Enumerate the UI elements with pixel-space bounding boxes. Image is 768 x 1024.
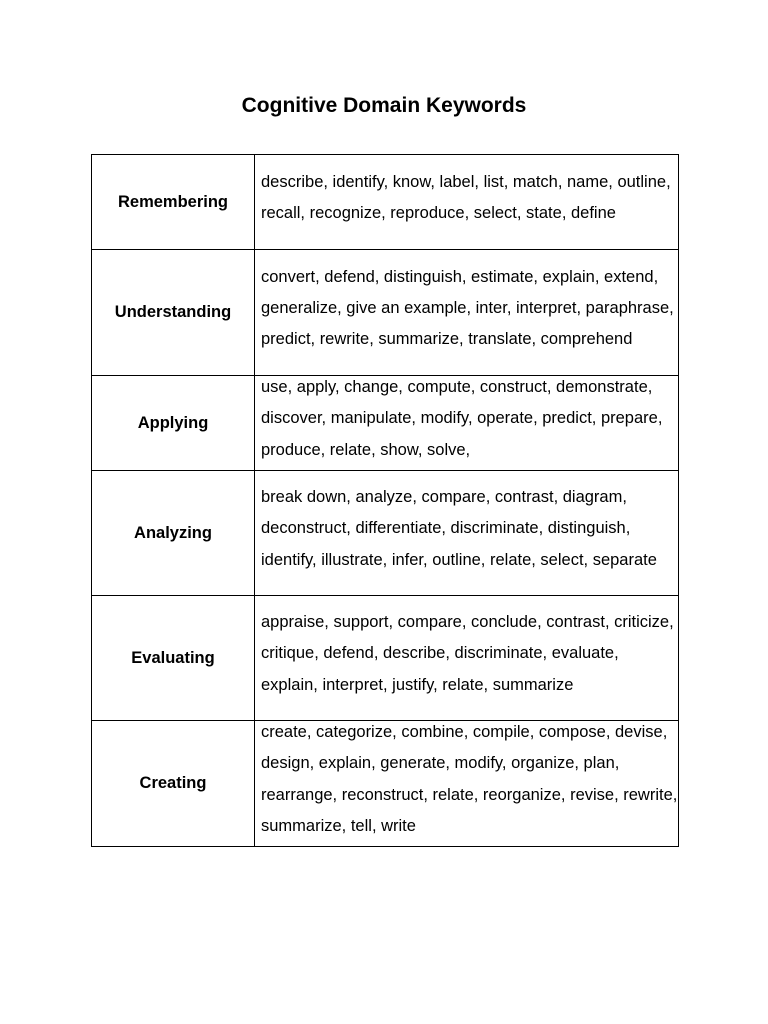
keywords-cell xyxy=(255,596,679,721)
table-row xyxy=(92,471,679,596)
table-row xyxy=(92,721,679,847)
keywords-text: create, categorize, combine, compile, compose, devise, design, explain, generate, modify, organize, plan, rearrange, reconstruct, relate, reorganize, revise, rewrite, summarize, tell, write xyxy=(261,723,678,835)
keywords-cell xyxy=(255,471,679,596)
keywords-cell xyxy=(255,376,679,471)
keywords-text: break down, analyze, compare, contrast, diagram, deconstruct, differentiate, discriminate, distinguish, identify, illustrate, infer, outline, relate, select, separate xyxy=(261,488,657,569)
keywords-text: describe, identify, know, label, list, match, name, outline, recall, recognize, reproduce, select, state, define xyxy=(261,172,671,222)
level-cell: Analyzing xyxy=(92,471,255,596)
keywords-cell xyxy=(255,721,679,847)
keywords-text: use, apply, change, compute, construct, demonstrate, discover, manipulate, modify, operate, predict, prepare, produce, relate, show, solve, xyxy=(261,378,663,459)
level-cell: Evaluating xyxy=(92,596,255,721)
keyword-table xyxy=(91,154,679,847)
level-cell: Understanding xyxy=(92,250,255,376)
keywords-cell xyxy=(255,250,679,376)
level-cell: Creating xyxy=(92,721,255,847)
keywords-cell xyxy=(255,155,679,250)
page-title: Cognitive Domain Keywords xyxy=(241,94,527,117)
level-cell: Applying xyxy=(92,376,255,471)
table-row xyxy=(92,376,679,471)
table-row xyxy=(92,250,679,376)
keywords-text: appraise, support, compare, conclude, contrast, criticize, critique, defend, describe, discriminate, evaluate, explain, interpret, justify, relate, summarize xyxy=(261,613,674,694)
level-cell: Remembering xyxy=(92,155,255,250)
keywords-text: convert, defend, distinguish, estimate, explain, extend, generalize, give an example, inter, interpret, paraphrase, predict, rewrite, summarize, translate, comprehend xyxy=(261,267,674,349)
table-row xyxy=(92,596,679,721)
table-row xyxy=(92,155,679,250)
